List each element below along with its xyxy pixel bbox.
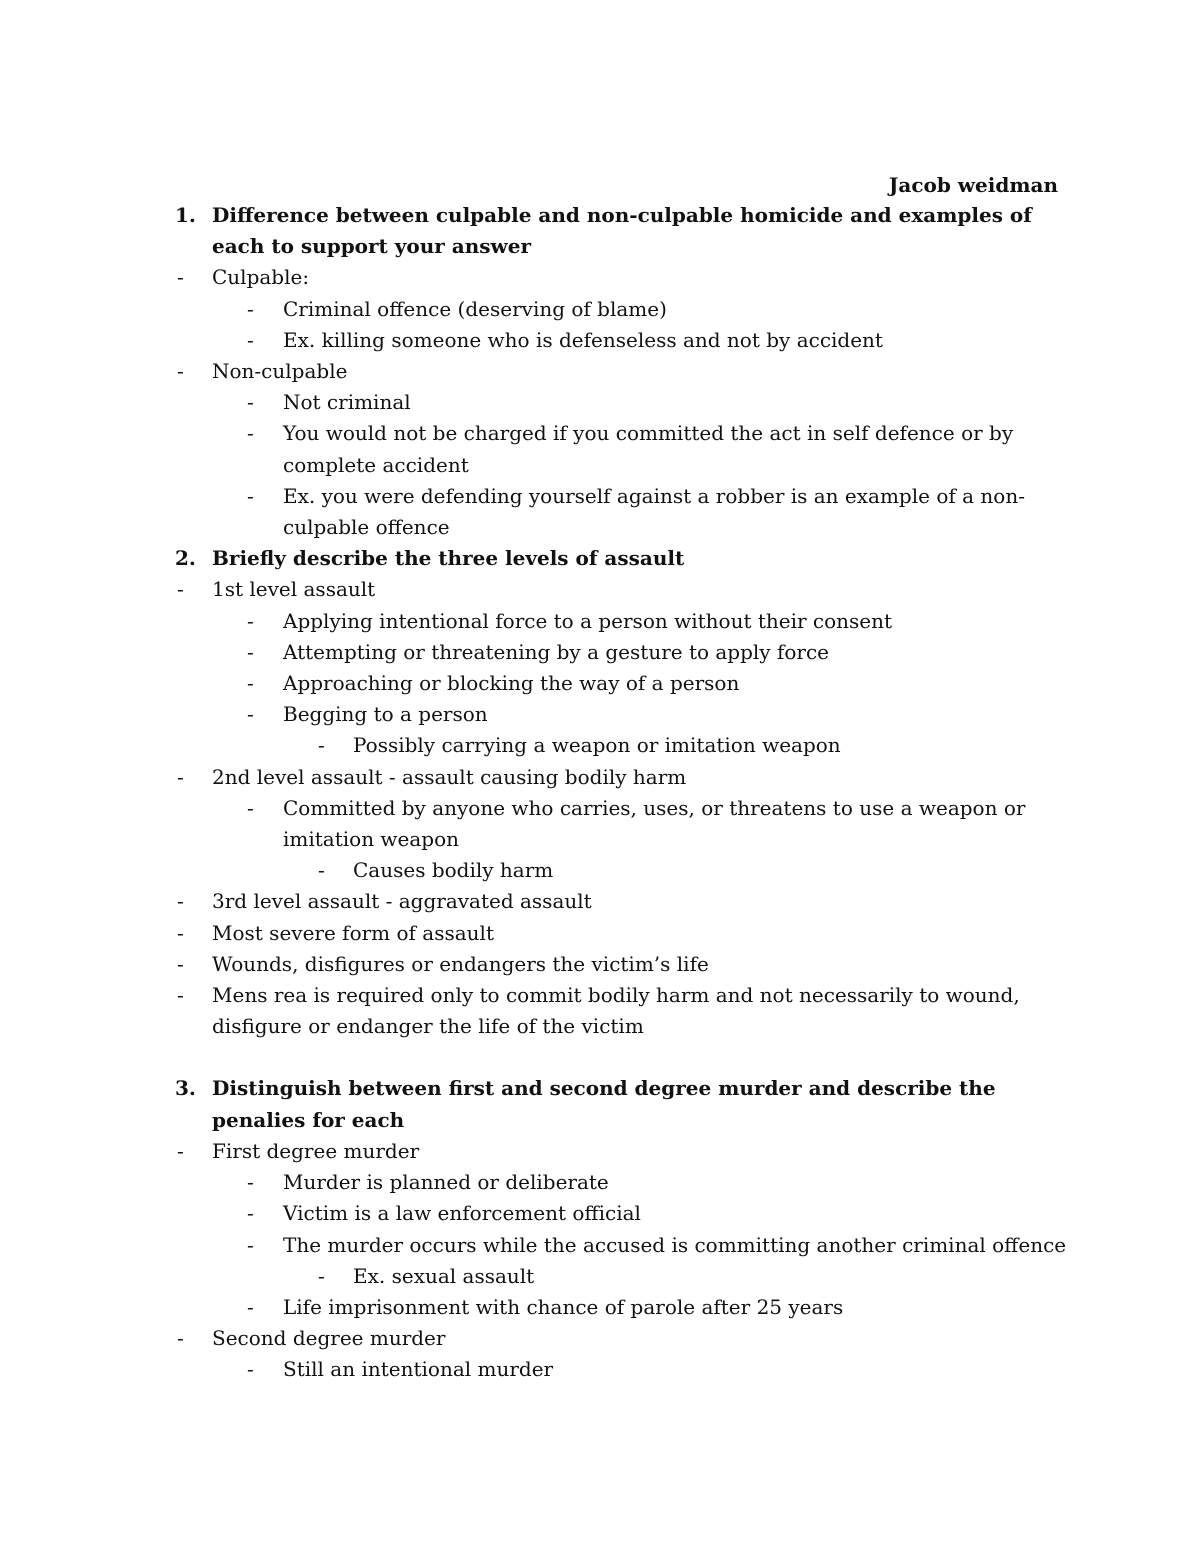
bullet-dash: - xyxy=(247,296,254,321)
bullet-dash: - xyxy=(247,1294,254,1319)
list-item-text: Still an intentional murder xyxy=(283,1357,554,1382)
list-item xyxy=(0,1198,1073,1229)
bullet-dash: - xyxy=(247,1357,254,1382)
list-item-text: Most severe form of assault xyxy=(212,920,494,945)
list-item-text: Murder is planned or deliberate xyxy=(283,1170,609,1195)
list-item xyxy=(0,918,1062,949)
list-item-text: Criminal offence (deserving of blame) xyxy=(283,296,667,321)
list-item-text: Causes bodily harm xyxy=(353,858,554,883)
bullet-dash: - xyxy=(177,983,184,1008)
list-item-text: 2nd level assault - assault causing bodily harm xyxy=(212,764,687,789)
list-item-text: Applying intentional force to a person without their consent xyxy=(283,608,893,633)
list-item-text: Begging to a person xyxy=(283,702,488,727)
list-item-text: Possibly carrying a weapon or imitation weapon xyxy=(353,733,841,758)
list-item-text: You would not be charged if you committed the act in self defence or by complete accident xyxy=(283,421,1014,477)
question-number: 3. xyxy=(175,1076,196,1101)
list-item xyxy=(0,606,1073,637)
list-item xyxy=(0,855,1073,886)
list-item-text: Attempting or threatening by a gesture to apply force xyxy=(283,639,830,664)
paragraph-gap xyxy=(0,1042,1200,1073)
list-item xyxy=(0,1354,1073,1385)
list-item-text: Victim is a law enforcement official xyxy=(283,1201,641,1226)
bullet-dash: - xyxy=(177,920,184,945)
list-item xyxy=(0,949,1062,980)
bullet-dash: - xyxy=(318,1263,325,1288)
list-item-text: Approaching or blocking the way of a person xyxy=(283,671,740,696)
list-item xyxy=(0,1136,1062,1167)
list-item-text: Non-culpable xyxy=(212,359,348,384)
list-item-text: Wounds, disfigures or endangers the victim’s life xyxy=(212,951,709,976)
list-item xyxy=(0,325,1073,356)
list-item xyxy=(0,294,1073,325)
list-item xyxy=(0,1292,1073,1323)
author-name: Jacob weidman xyxy=(888,173,1058,197)
bullet-dash: - xyxy=(177,577,184,602)
question-3-heading xyxy=(0,1073,1072,1135)
bullet-dash: - xyxy=(247,327,254,352)
bullet-dash: - xyxy=(247,639,254,664)
document-body xyxy=(0,200,1200,1386)
list-item xyxy=(0,668,1073,699)
list-item xyxy=(0,730,1073,761)
list-item-text: The murder occurs while the accused is committing another criminal offence xyxy=(283,1232,1067,1257)
list-item-text: Ex. killing someone who is defenseless and not by accident xyxy=(283,327,883,352)
list-item-text: Second degree murder xyxy=(212,1326,446,1351)
list-item xyxy=(0,637,1073,668)
bullet-dash: - xyxy=(247,1201,254,1226)
bullet-dash: - xyxy=(247,390,254,415)
list-item xyxy=(0,1167,1073,1198)
bullet-dash: - xyxy=(247,1232,254,1257)
bullet-dash: - xyxy=(177,889,184,914)
list-item xyxy=(0,356,1062,387)
bullet-dash: - xyxy=(177,359,184,384)
bullet-dash: - xyxy=(177,1138,184,1163)
bullet-dash: - xyxy=(247,608,254,633)
list-item xyxy=(0,481,1073,543)
question-number: 2. xyxy=(175,546,196,571)
question-text: Distinguish between first and second degree murder and describe the penalies for each xyxy=(212,1076,996,1132)
list-item-text: Ex. you were defending yourself against a robber is an example of a non-culpable offence xyxy=(283,483,1025,540)
list-item-text: Not criminal xyxy=(283,390,411,415)
list-item-text: Mens rea is required only to commit bodily harm and not necessarily to wound, disfigure or endanger the life of the victim xyxy=(212,983,1020,1039)
bullet-dash: - xyxy=(247,1170,254,1195)
list-item xyxy=(0,699,1073,730)
list-item xyxy=(0,762,1062,793)
bullet-dash: - xyxy=(318,733,325,758)
bullet-dash: - xyxy=(177,764,184,789)
list-item xyxy=(0,980,1062,1042)
list-item-text: Life imprisonment with chance of parole after 25 years xyxy=(283,1294,844,1319)
list-item xyxy=(0,418,1073,480)
list-item-text: 1st level assault xyxy=(212,577,376,602)
bullet-dash: - xyxy=(247,421,254,446)
list-item xyxy=(0,387,1073,418)
question-1-heading xyxy=(0,200,1072,262)
bullet-dash: - xyxy=(247,671,254,696)
question-2-heading xyxy=(0,543,1072,574)
list-item xyxy=(0,1323,1062,1354)
bullet-dash: - xyxy=(318,858,325,883)
list-item-text: Culpable: xyxy=(212,265,310,290)
bullet-dash: - xyxy=(177,1326,184,1351)
list-item xyxy=(0,1230,1073,1261)
bullet-dash: - xyxy=(247,702,254,727)
bullet-dash: - xyxy=(177,951,184,976)
list-item-text: First degree murder xyxy=(212,1138,420,1163)
bullet-dash: - xyxy=(247,795,254,820)
list-item-text: Committed by anyone who carries, uses, or threatens to use a weapon or imitation weapon xyxy=(283,795,1026,852)
list-item xyxy=(0,574,1062,605)
list-item-text: Ex. sexual assault xyxy=(353,1263,535,1288)
list-item-text: 3rd level assault - aggravated assault xyxy=(212,889,592,914)
question-number: 1. xyxy=(175,203,196,227)
question-text: Difference between culpable and non-culpable homicide and examples of each to support your answer xyxy=(212,203,1032,259)
list-item xyxy=(0,1261,1073,1292)
list-item xyxy=(0,262,1062,293)
list-item xyxy=(0,886,1062,917)
question-text: Briefly describe the three levels of assault xyxy=(212,546,685,571)
list-item xyxy=(0,793,1073,855)
bullet-dash: - xyxy=(177,265,184,290)
bullet-dash: - xyxy=(247,483,254,508)
